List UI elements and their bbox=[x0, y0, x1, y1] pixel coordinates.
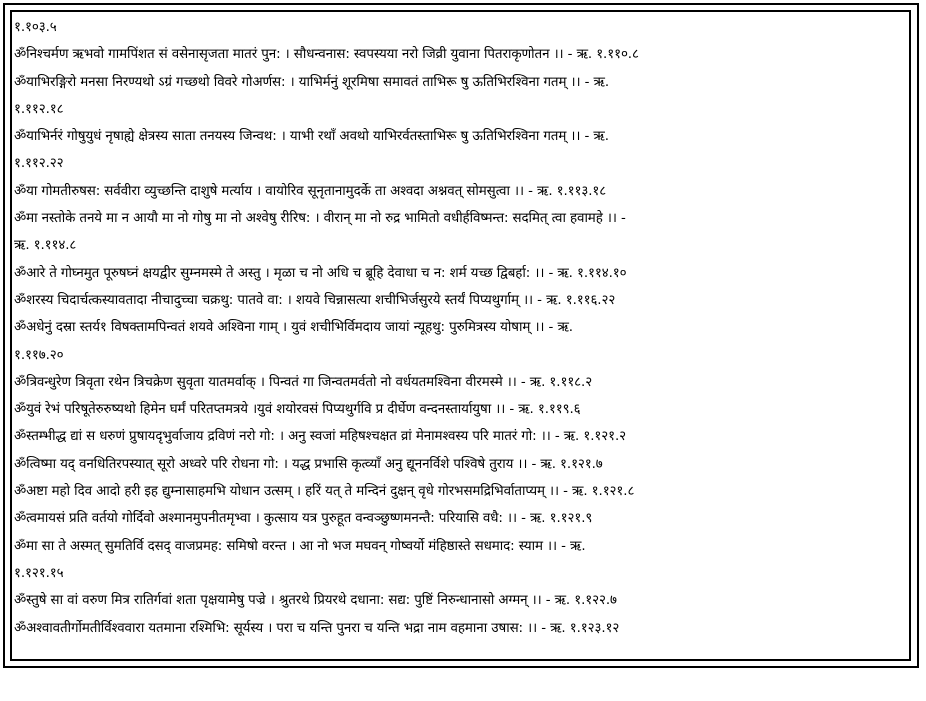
verse-line: ॐआरे ते गोघ्नमुत पूरुषघ्नं क्षयद्वीर सुम्नमस्मे ते अस्तु । मृळा च नो अधि च ब्रूहि देवाधा च न: शर्म यच्छ द्विबर्हा: ।। - ऋ. १.११४.१० bbox=[14, 265, 627, 281]
verse-line: १.१०३.५ bbox=[14, 20, 57, 35]
verse-line: ॐत्विष्मा यद् वनधितिरपस्यात् सूरो अध्वरे परि रोधना गो: । यद्ध प्रभासि कृत्व्याँ अनु द्यूननर्विशे पश्विषे तुराय ।। - ऋ. १.१२१.७ bbox=[14, 456, 603, 472]
verse-line: ॐस्तुषे सा वां वरुण मित्र रातिर्गवां शता पृक्षयामेषु पज्रे । श्रुतरथे प्रियरथे दधाना: सद्य: पुष्टिं निरुन्धानासो अग्मन् ।। - ऋ. १.१२२.७ bbox=[14, 593, 617, 609]
verse-line: ॐयुवं रेभं परिषूतेरुरुष्यथो हिमेन घर्मं परितप्तमत्रये ।युवं शयोरवसं पिप्यथुर्गवि प्र दीर्घेण वन्दनस्तार्यायुषा ।। - ऋ. १.११९.६ bbox=[14, 402, 581, 418]
verse-line: ॐमा सा ते अस्मत् सुमतिर्वि दसद् वाजप्रमह: समिषो वरन्त । आ नो भज मघवन् गोष्वर्यो मंहिष्ठास्ते सधमाद: स्याम ।। - ऋ. bbox=[14, 538, 586, 554]
verse-line: ॐअश्वावतीर्गोमतीर्विश्ववारा यतमाना रश्मिभि: सूर्यस्य । परा च यन्ति पुनरा च यन्ति भद्रा नाम वहमाना उषास: ।। - ऋ. १.१२३.१२ bbox=[14, 620, 620, 636]
verse-line: १.११२.१८ bbox=[14, 101, 64, 117]
verse-document bbox=[14, 14, 910, 658]
verse-line: ॐनिश्चर्मण ऋभवो गामपिंशत सं वसेनासृजता मातरं पुन: । सौधन्वनास: स्वपस्यया नरो जिव्री युवाना पितराकृणोतन ।। - ऋ. १.११०.८ bbox=[14, 47, 639, 63]
verse-line: ॐत्वमायसं प्रति वर्तयो गोर्दिवो अश्मानमुपनीतमृभ्वा । कुत्साय यत्र पुरुहूत वन्वञ्छुष्णमनन्तै: परियासि वधै: ।। - ऋ. १.१२१.९ bbox=[14, 511, 593, 527]
verse-line: ॐत्रिवन्धुरेण त्रिवृता रथेन त्रिचक्रेण सुवृता यातमर्वाक् । पिन्वतं गा जिन्वतमर्वतो नो वर्धयतमश्विना वीरमस्मे ।। - ऋ. १.११८.२ bbox=[14, 374, 593, 390]
verse-line: ॐशरस्य चिदार्चत्कस्यावतादा नीचादुच्चा चक्रथु: पातवे वा: । शयवे चिन्नासत्या शचीभिर्जसुरये स्तर्यं पिप्यथुर्गाम् ।। - ऋ. १.११६.२२ bbox=[14, 292, 616, 308]
verse-line: १.१२१.१५ bbox=[14, 565, 64, 581]
verse-line: १.११७.२० bbox=[14, 347, 64, 363]
verse-line: १.११२.२२ bbox=[14, 156, 64, 172]
verse-line: ॐअधेनुं दस्रा स्तर्य१ विषक्तामपिन्वतं शयवे अश्विना गाम् । युवं शचीभिर्विमदाय जायां न्यूहथु: पुरुमित्रस्य योषाम् ।। - ऋ. bbox=[14, 320, 573, 336]
verse-line: ॐयाभिरङ्गिरो मनसा निरण्यथो ऽग्रं गच्छथो विवरे गोअर्णस: । याभिर्मनुं शूरमिषा समावतं ताभिरू षु ऊतिभिरश्विना गतम् ।। - ऋ. bbox=[14, 74, 609, 90]
verse-line: ॐअष्टा महो दिव आदो हरी इह द्युम्नासाहमभि योधान उत्सम् । हरिं यत् ते मन्दिनं दुक्षन् वृधे गोरभसमद्रिभिर्वाताप्यम् ।। - ऋ. १.१२१.८ bbox=[14, 484, 635, 500]
verse-line: ॐस्तम्भीद्ध द्यां स धरुणं प्रुषायदृभुर्वाजाय द्रविणं नरो गो: । अनु स्वजां महिषश्चक्षत व्रां मेनामश्वस्य परि मातरं गो: ।। - ऋ. १.१२१.२ bbox=[14, 429, 626, 445]
verse-line: ॐयाभिर्नरं गोषुयुधं नृषाह्ये क्षेत्रस्य साता तनयस्य जिन्वथ: । याभी रथाँ अवथो याभिरर्वतस्ताभिरू षु ऊतिभिरश्विना गतम् ।। - ऋ. bbox=[14, 129, 609, 145]
verse-line: ऋ. १.११४.८ bbox=[14, 238, 77, 254]
verse-line: ॐया गोमतीरुषस: सर्ववीरा व्युच्छन्ति दाशुषे मर्त्याय । वायोरिव सूनृतानामुदर्के ता अश्वदा अश्नवत् सोमसुत्वा ।। - ऋ. १.११३.१८ bbox=[14, 183, 607, 199]
verse-line: ॐमा नस्तोके तनये मा न आयौ मा नो गोषु मा नो अश्वेषु रीरिष: । वीरान् मा नो रुद्र भामितो वधीर्हविष्मन्त: सदमित् त्वा हवामहे ।। - bbox=[14, 211, 626, 227]
